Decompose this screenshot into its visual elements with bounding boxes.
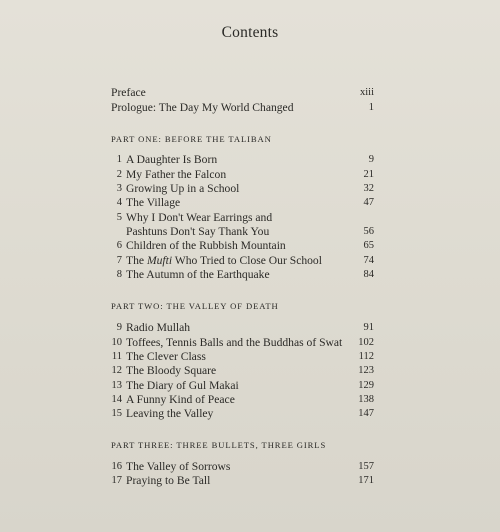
toc-entry [111,267,374,282]
entry-title: Preface [111,86,146,99]
chapter-number: 10 [111,337,122,348]
entry-page: 21 [363,169,374,180]
part-heading: PART TWO: THE VALLEY OF DEATH [111,301,279,311]
chapter-number: 8 [116,269,122,280]
chapter-number: 17 [111,475,122,486]
entry-page: 138 [358,394,374,405]
entry-page: 102 [358,337,374,348]
entry-title: My Father the Falcon [126,168,227,181]
entry-page: 84 [363,269,374,280]
toc-entry [111,378,374,393]
entry-title: The Diary of Gul Makai [126,379,239,392]
toc-entry-preface [111,85,374,100]
toc-entry [111,238,374,253]
chapter-number: 15 [111,408,122,419]
toc-entry-continued [111,224,374,239]
entry-page: 91 [363,322,374,333]
toc-entry-prologue [111,100,374,115]
entry-title: Prologue: The Day My World Changed [111,101,294,114]
entry-title: Children of the Rubbish Mountain [126,239,286,252]
entry-page: 123 [358,365,374,376]
toc-entry [111,335,374,350]
chapter-number: 1 [116,154,122,165]
entry-title: Growing Up in a School [126,182,240,195]
entry-page: 74 [363,255,374,266]
entry-page: 147 [358,408,374,419]
entry-title: Toffees, Tennis Balls and the Buddhas of Swat [126,336,343,349]
chapter-number: 3 [116,183,122,194]
entry-title: Leaving the Valley [126,407,214,420]
entry-page: 47 [363,197,374,208]
toc-entry [111,363,374,378]
part-heading: PART THREE: THREE BULLETS, THREE GIRLS [111,440,327,450]
entry-title: Pashtuns Don't Say Thank You [126,225,270,238]
part-heading: PART ONE: BEFORE THE TALIBAN [111,134,272,144]
chapter-number: 16 [111,461,122,472]
entry-title: The Autumn of the Earthquake [126,268,270,281]
chapter-number: 4 [116,197,122,208]
toc-entry [111,459,374,474]
entry-title-italic: Mufti [146,254,173,267]
entry-title-pre: The [126,254,145,267]
toc-entry [111,473,374,488]
entry-title: The Village [126,196,181,209]
entry-title: Praying to Be Tall [126,474,211,487]
entry-page: 112 [358,351,374,362]
toc-entry [111,152,374,167]
entry-title: A Daughter Is Born [126,153,218,166]
entry-page: 56 [363,226,374,237]
entry-page: 157 [358,461,374,472]
chapter-number: 14 [111,394,122,405]
chapter-number: 7 [116,255,122,266]
toc-entry [111,253,374,268]
entry-page: 9 [368,154,374,165]
chapter-number: 13 [111,380,122,391]
entry-page: 65 [363,240,374,251]
entry-page: xiii [359,87,374,98]
toc-entry [111,406,374,421]
entry-title-post: Who Tried to Close Our School [174,254,322,267]
toc-entry [111,195,374,210]
entry-title: The Bloody Square [126,364,217,377]
entry-title: The Valley of Sorrows [126,460,231,473]
toc-entry [111,320,374,335]
entry-page: 171 [358,475,374,486]
entry-title: Radio Mullah [126,321,191,334]
chapter-number: 9 [116,322,122,333]
entry-page: 32 [363,183,374,194]
entry-title: A Funny Kind of Peace [126,393,235,406]
entry-title: The Clever Class [126,350,206,363]
entry-page: 1 [368,102,374,113]
entry-page: 129 [358,380,374,391]
toc-entry [111,167,374,182]
toc-entry [111,349,374,364]
chapter-number: 6 [116,240,122,251]
chapter-number: 12 [111,365,122,376]
entry-title [126,253,322,268]
toc-entry [111,181,374,196]
contents-title: Contents [221,24,279,41]
entry-title: Why I Don't Wear Earrings and [126,211,273,224]
chapter-number: 11 [111,351,122,362]
chapter-number: 5 [116,212,122,223]
chapter-number: 2 [116,169,122,180]
toc-entry [111,392,374,407]
toc-entry [111,210,374,225]
